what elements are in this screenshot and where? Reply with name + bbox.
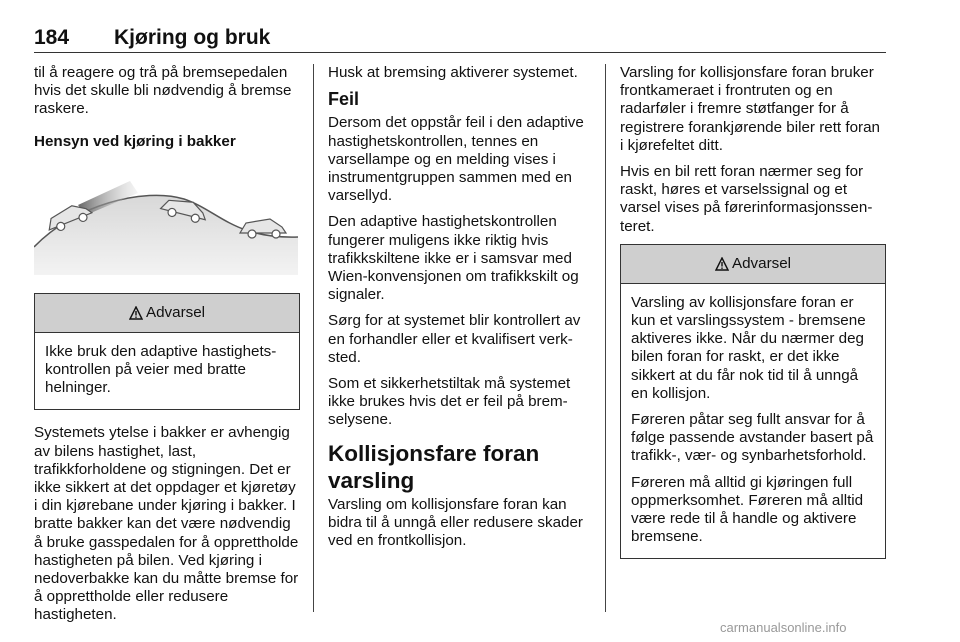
header-rule	[34, 52, 886, 53]
warning-box	[34, 293, 300, 411]
column-2	[328, 64, 594, 558]
warning-body	[621, 284, 885, 559]
column-1	[34, 64, 300, 633]
paragraph: til å reagere og trå på bremsepedalen hvis det skulle bli nødvendig å bremse raskere.	[34, 64, 292, 118]
warning-title: Advarsel	[145, 303, 206, 321]
paragraph: Varsling om kollisjonsfare foran kan bidra til å unngå eller redusere skader ved en frontkollisjon.	[328, 495, 583, 550]
warning-triangle-icon	[715, 257, 729, 271]
section-heading: Feil	[328, 89, 360, 110]
paragraph: Husk at bremsing aktiverer systemet.	[328, 64, 578, 81]
warning-text: Føreren påtar seg fullt ansvar for å følge passende avstander basert på trafikk-, vær- og synbarhetsforhold.	[631, 411, 874, 465]
hill-cars-image	[34, 165, 298, 275]
section-heading: Hensyn ved kjøring i bakker	[34, 132, 236, 150]
warning-triangle-icon	[129, 306, 143, 320]
page-header	[34, 26, 886, 52]
paragraph: Den adaptive hastighetskontrollen fungerer muligens ikke riktig hvis trafikkskiltene ikke er i samsvar med Wien-konvensjonen om trafikkskilt og signaler.	[328, 213, 579, 304]
warning-text: Varsling av kollisjonsfare foran er kun et varslingssystem - bremsene aktiveres ikke. Når du nærmer deg bilen foran for raskt, er det ikke sikkert at du får nok tid til å unngå en kollisjon.	[631, 293, 866, 402]
page-title: Kjøring og bruk	[114, 26, 271, 49]
warning-text: Ikke bruk den adaptive hastighetskontrollen på veier med bratte helninger.	[45, 342, 277, 397]
column-divider	[605, 64, 606, 612]
warning-body	[35, 333, 299, 410]
paragraph: Som et sikkerhetstiltak må systemet ikke brukes hvis det er feil på bremselysene.	[328, 375, 571, 429]
paragraph: Systemets ytelse i bakker er avhengig av bilens hastighet, last, trafikkforholdene og stigningen. Det er ikke sikkert at det oppdager et kjøretøy i din kjørebane under kjøring i bakker. I bratte bakker kan det være nødvendig å bruke gasspedalen for å opprettholde hastigheten på bilen. Ved kjøring i nedoverbakke kan du måtte bremse for å opprettholde eller redusere hastigheten.	[34, 424, 299, 624]
column-divider	[313, 64, 314, 612]
section-title: Kollisjonsfare foran varsling	[328, 440, 540, 493]
paragraph: Varsling for kollisjonsfare foran bruker frontkameraet i frontruten og en radarføler i fremre støtfanger for å registrere forankjørende biler rett foran i kjørefeltet ditt.	[620, 64, 880, 154]
watermark: carmanualsonline.info	[720, 620, 847, 635]
warning-title: Advarsel	[731, 254, 792, 272]
paragraph: Sørg for at systemet blir kontrollert av en forhandler eller et kvalifisert verksted.	[328, 312, 581, 366]
warning-box	[620, 244, 886, 560]
paragraph: Dersom det oppstår feil i den adaptive hastighetskontrollen, tennes en varsellampe og en melding vises i instrumentgruppen sammen med en varsellyd.	[328, 114, 584, 205]
paragraph: Hvis en bil rett foran nærmer seg for raskt, høres et varselssignal og et varsel vises på førerinformasjonssenteret.	[620, 163, 873, 235]
warning-header	[35, 294, 299, 333]
page-number: 184	[34, 26, 70, 49]
hill-driving-illustration	[34, 165, 298, 275]
warning-header	[621, 245, 885, 284]
column-3	[620, 64, 886, 569]
warning-text: Føreren må alltid gi kjøringen full oppmerksomhet. Føreren må alltid være rede til å handle og aktivere bremsene.	[631, 473, 864, 546]
